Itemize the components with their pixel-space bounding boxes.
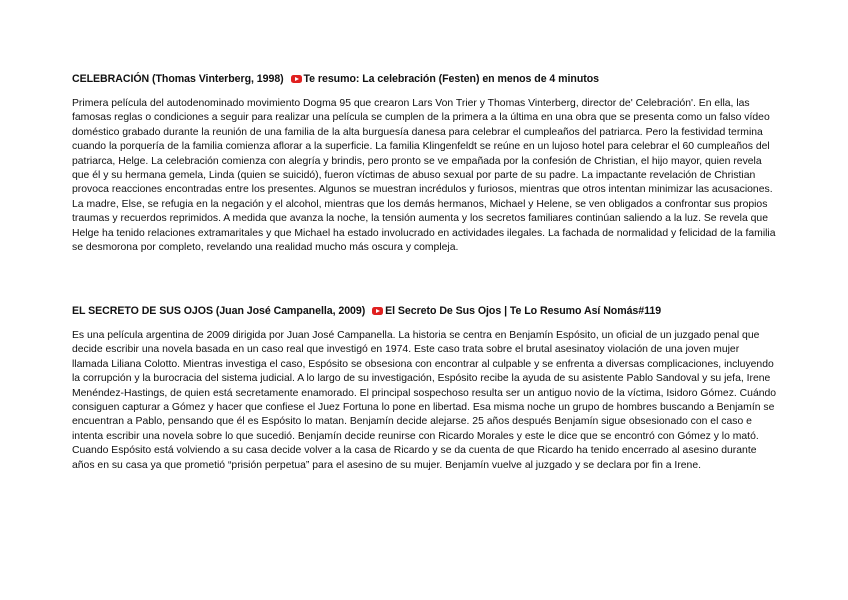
section-el-secreto-de-sus-ojos [72, 304, 778, 473]
synopsis-paragraph: Es una película argentina de 2009 dirigida por Juan José Campanella. La historia se centra en Benjamín Espósito, un oficial de un juzgado penal que decide escribir una novela basada en un caso real que investigó en 1974. Este caso trata sobre el brutal asesinatoy violación de una joven mujer llamada Liliana Colotto. Mientras investiga el caso, Espósito se obsesiona con encontrar al culpable y se enfrenta a diversas complicaciones, incluyendo la corrupción y la burocracia del sistema judicial. A lo largo de su investigación, Espósito recibe la ayuda de su asistente Pablo Sandoval y su jefa, Irene Menéndez-Hastings, de quien está secretamente enamorado. El principal sospechoso resulta ser un antiguo novio de la víctima, Isidoro Gómez. Cuándo consiguen capturar a Gómez y hacer que confiese el Juez Fortuna lo pone en libertad. Esa misma noche un grupo de hombres buscando a Benjamín se encuentran a Pablo, pensando que él es Espósito lo matan. Benjamín decide alejarse. 25 años después Benjamín sigue obsesionado con el caso e intenta escribir una novela sobre lo que sucedió. Benjamín decide reunirse con Ricardo Morales y este le dice que se encontró con Gómez y lo mató. Cuando Espósito está volviendo a su casa decide volver a la casa de Ricardo y se da cuenta de que Ricardo ha tenido encerrado al asesino durante años en su casa ya que prometió “prisión perpetua” para el asesino de su mujer. Benjamín vuelve al juzgado y se declara por fin a Irene. [72, 330, 777, 471]
youtube-icon[interactable] [372, 307, 383, 315]
section-heading [72, 304, 778, 318]
youtube-icon[interactable] [291, 75, 302, 83]
film-title: EL SECRETO DE SUS OJOS (Juan José Campanella, 2009) [72, 305, 366, 317]
section-heading [72, 72, 778, 86]
video-link[interactable]: Te resumo: La celebración (Festen) en menos de 4 minutos [303, 73, 600, 85]
section-celebracion [72, 72, 778, 255]
video-link[interactable]: El Secreto De Sus Ojos | Te Lo Resumo Así Nomás#119 [385, 305, 662, 317]
synopsis-paragraph: Primera película del autodenominado movimiento Dogma 95 que crearon Lars Von Trier y Thomas Vinterberg, director de' Celebración'. En ella, las famosas reglas o condiciones a seguir para realizar una película se cumplen de la primera a la última en una obra que se presenta como un falso vídeo doméstico grabado durante la reunión de una familia de la alta burguesía danesa para celebrar el cumpleaños del patriarca. Pero la festividad termina cuando la porquería de la familia comienza aflorar a la superficie. La familia Klingenfeldt se reúne en un lujoso hotel para celebrar el 60 cumpleaños del patriarca, Helge. La celebración comienza con alegría y brindis, pero pronto se ve empañada por la confesión de Christian, el hijo mayor, quien revela que él y su hermana gemela, Linda (quien se suicidó), fueron víctimas de abuso sexual por parte de su padre. La impactante revelación de Christian provoca reacciones encontradas entre los presentes. Algunos se muestran incrédulos y furiosos, mientras que otros intentan minimizar las acusaciones. La madre, Else, se refugia en la negación y el alcohol, mientras que los demás hermanos, Michael y Helene, se ven obligados a confrontar sus propios traumas y recuerdos reprimidos. A medida que avanza la noche, la tensión aumenta y los secretos familiares continúan saliendo a la luz. Se revela que Helge ha tenido relaciones extramaritales y que Michael ha estado involucrado en actividades ilegales. La fachada de normalidad y felicidad de la familia se desmorona por completo, revelando una realidad mucho más oscura y compleja. [72, 98, 776, 254]
film-title: CELEBRACIÓN (Thomas Vinterberg, 1998) [72, 73, 284, 85]
